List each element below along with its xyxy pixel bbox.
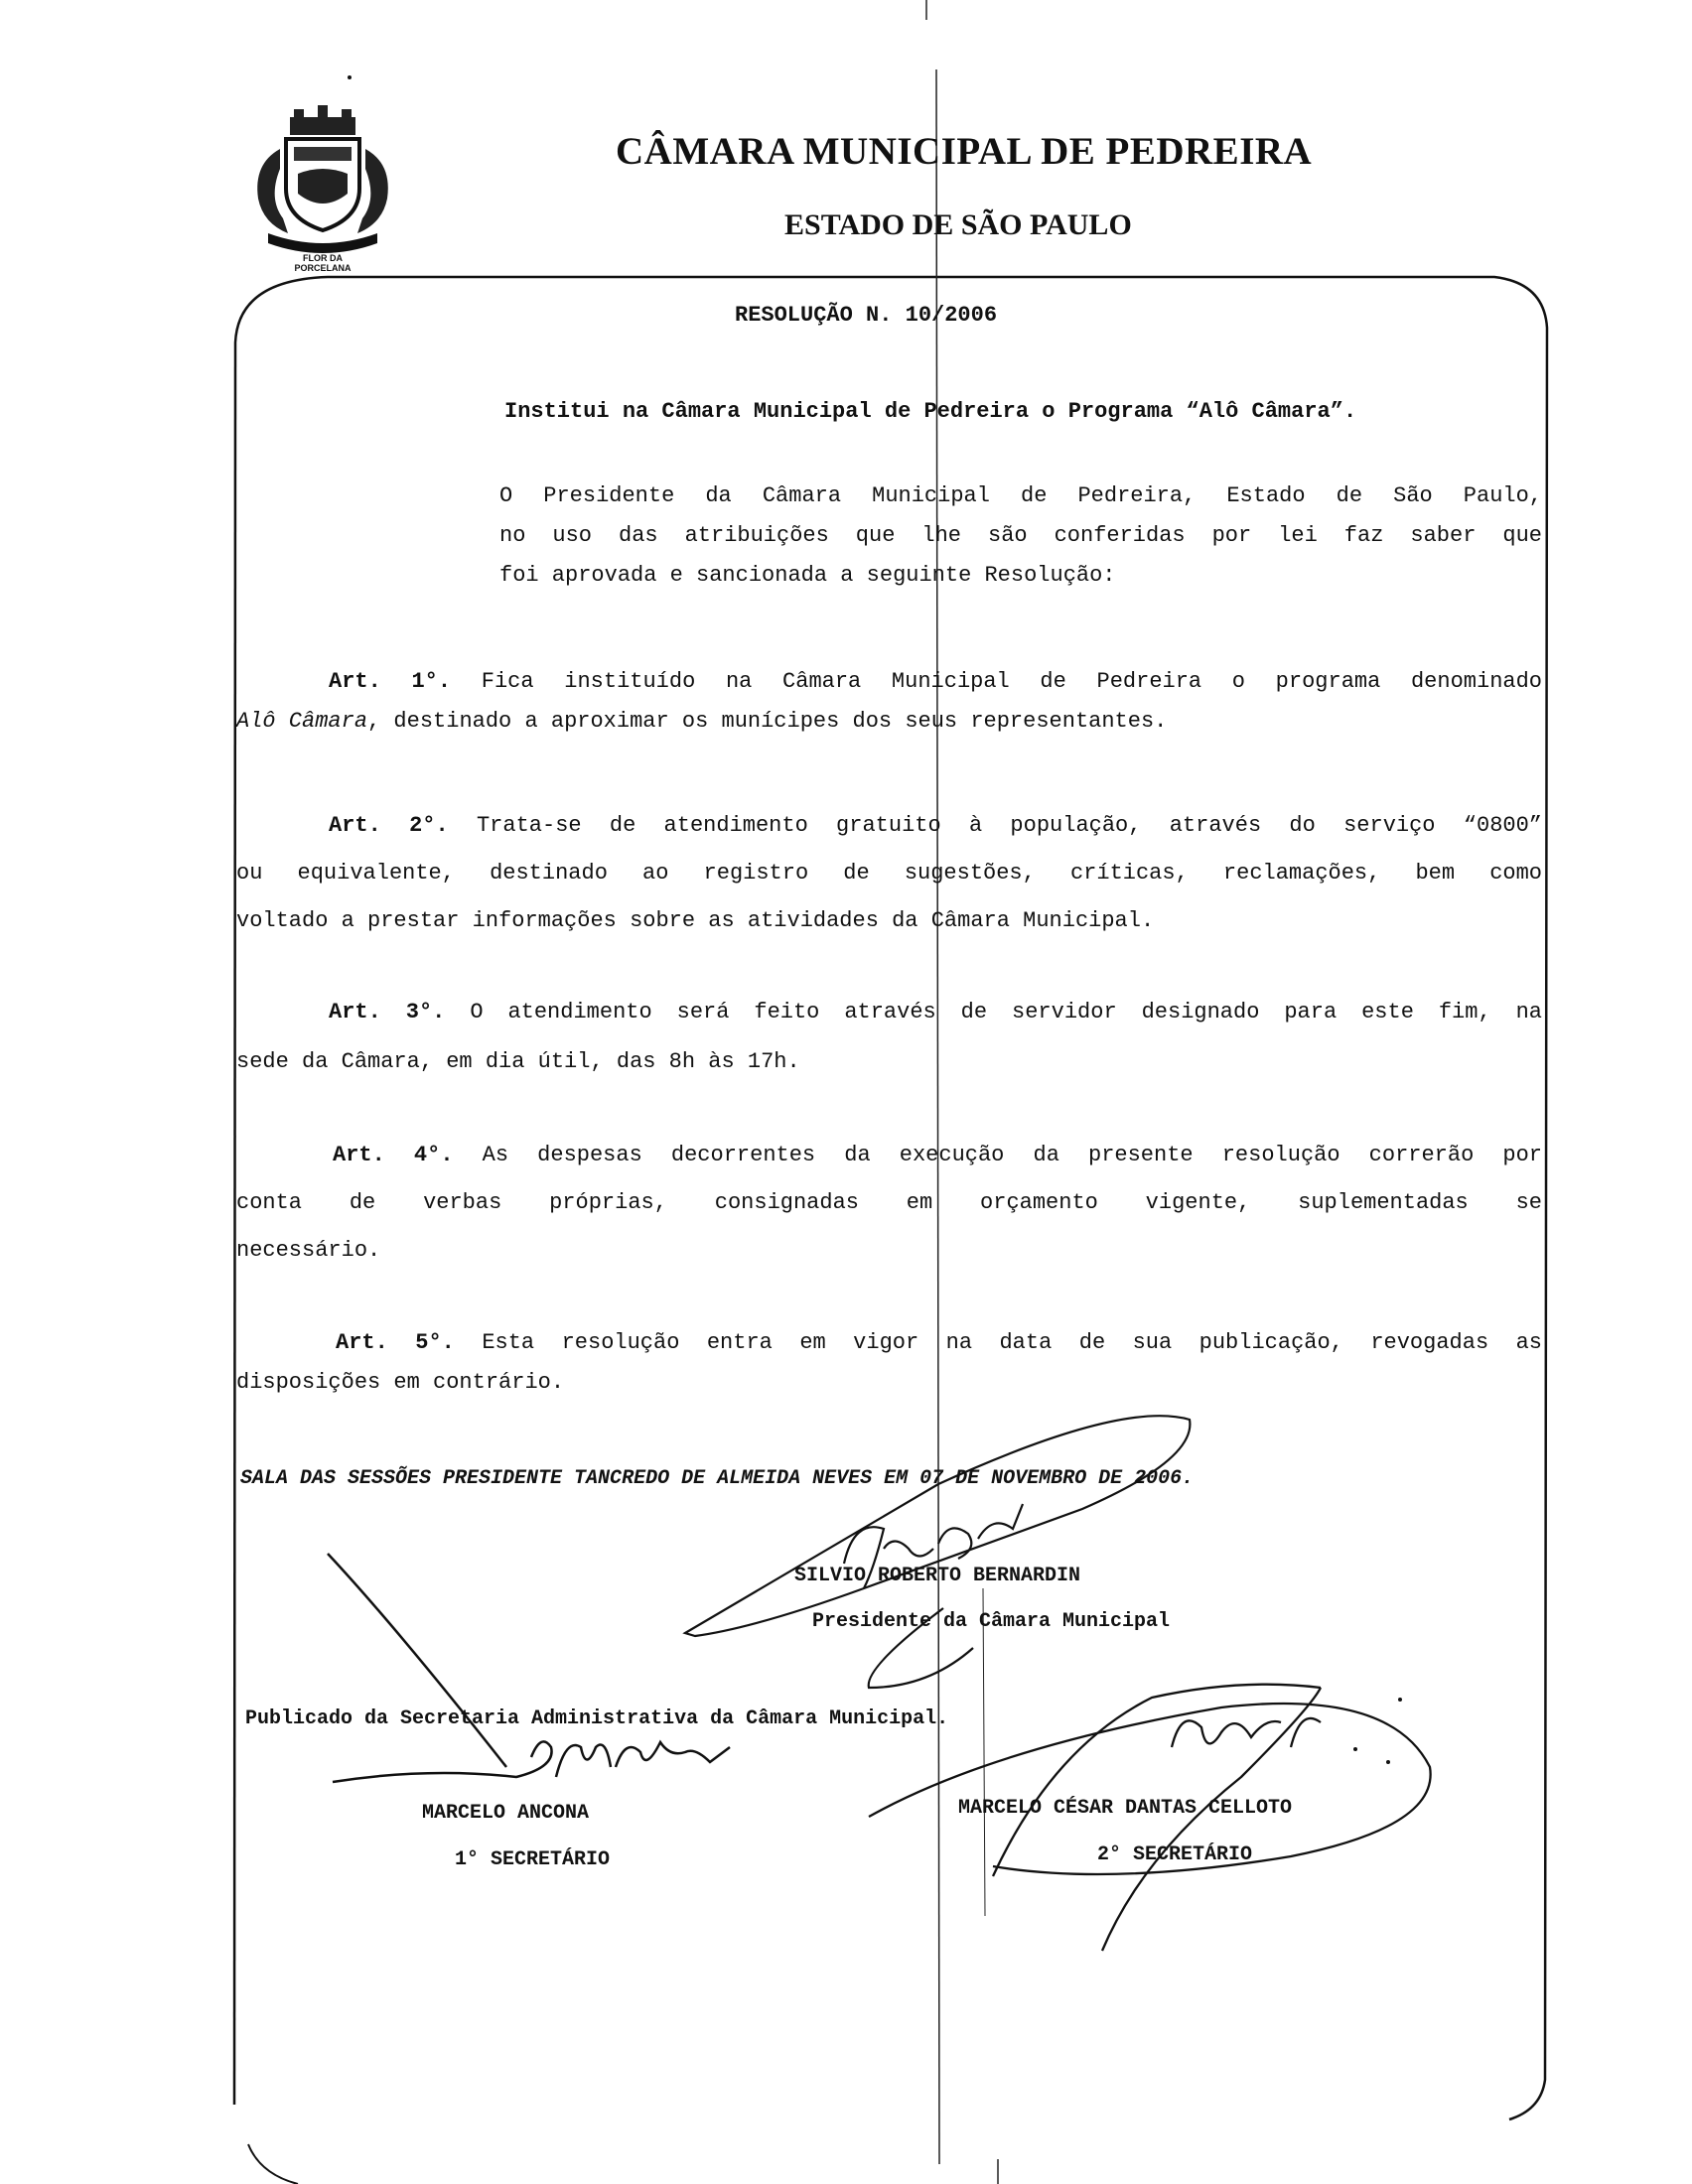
second-secretary-name: MARCELO CÉSAR DANTAS CELLOTO bbox=[958, 1797, 1293, 1820]
article-4-middle-line: conta de verbas próprias, consignadas em orçamento vigente, suplementadas se bbox=[236, 1190, 1542, 1215]
article-1 bbox=[236, 662, 1542, 742]
article-3-first-text: O atendimento será feito através de servidor designado para este fim, na bbox=[470, 1000, 1542, 1024]
article-1-last-text: , destinado a aproximar os munícipes dos seus representantes. bbox=[367, 709, 1168, 734]
article-4 bbox=[236, 1136, 1542, 1271]
preamble bbox=[499, 477, 1542, 596]
program-name: Alô Câmara bbox=[236, 709, 368, 734]
page-subtitle: ESTADO DE SÃO PAULO bbox=[784, 208, 1132, 241]
article-3 bbox=[236, 993, 1542, 1082]
article-2-last-line: voltado a prestar informações sobre as atividades da Câmara Municipal. bbox=[236, 908, 1155, 933]
session-date-line: SALA DAS SESSÕES PRESIDENTE TANCREDO DE ALMEIDA NEVES EM 07 DE NOVEMBRO DE 2006. bbox=[240, 1467, 1195, 1490]
article-2-first-line bbox=[236, 806, 1542, 846]
article-3-last-line: sede da Câmara, em dia útil, das 8h às 17h. bbox=[236, 1049, 800, 1074]
resolution-ementa: Institui na Câmara Municipal de Pedreira o Programa “Alô Câmara”. bbox=[504, 399, 1357, 424]
first-secretary-role: 1° SECRETÁRIO bbox=[455, 1848, 611, 1871]
article-5-label: Art. 5°. bbox=[336, 1330, 455, 1355]
first-secretary-name: MARCELO ANCONA bbox=[422, 1802, 590, 1825]
article-5 bbox=[236, 1323, 1542, 1403]
article-2 bbox=[236, 806, 1542, 941]
article-4-first-text: As despesas decorrentes da execução da presente resolução correrão por bbox=[482, 1143, 1543, 1167]
article-5-last-line: disposições em contrário. bbox=[236, 1370, 565, 1395]
article-2-label: Art. 2°. bbox=[329, 813, 449, 838]
article-3-first-line bbox=[236, 993, 1542, 1032]
publication-note: Publicado da Secretaria Administrativa da Câmara Municipal. bbox=[245, 1707, 949, 1730]
resolution-number: RESOLUÇÃO N. 10/2006 bbox=[735, 303, 998, 328]
crest-caption-line2: PORCELANA bbox=[294, 263, 352, 273]
article-5-first-text: Esta resolução entra em vigor na data de sua publicação, revogadas as bbox=[482, 1330, 1542, 1355]
article-5-first-line bbox=[236, 1323, 1542, 1363]
president-name: SILVIO ROBERTO BERNARDIN bbox=[794, 1565, 1081, 1587]
crest-caption-line1: FLOR DA bbox=[303, 253, 343, 263]
article-1-label: Art. 1°. bbox=[329, 669, 452, 694]
second-secretary-role: 2° SECRETÁRIO bbox=[1097, 1843, 1253, 1866]
municipal-crest-logo bbox=[238, 69, 407, 278]
article-4-first-line bbox=[236, 1136, 1542, 1175]
first-secretary-signature bbox=[328, 1554, 730, 1782]
crest-caption bbox=[283, 253, 362, 273]
article-2-first-text: Trata-se de atendimento gratuito à população, através do serviço “0800” bbox=[476, 813, 1543, 838]
article-4-last-line: necessário. bbox=[236, 1238, 381, 1263]
preamble-line-3: foi aprovada e sancionada a seguinte Resolução: bbox=[499, 563, 1116, 588]
article-1-first-line bbox=[236, 662, 1542, 702]
article-1-last-line bbox=[236, 702, 1542, 742]
president-signature bbox=[685, 1416, 1190, 1688]
article-3-label: Art. 3°. bbox=[329, 1000, 446, 1024]
preamble-line-1: O Presidente da Câmara Municipal de Pedreira, Estado de São Paulo, bbox=[499, 483, 1542, 508]
president-role: Presidente da Câmara Municipal bbox=[812, 1610, 1171, 1633]
article-4-label: Art. 4°. bbox=[333, 1143, 454, 1167]
preamble-line-2: no uso das atribuições que lhe são conferidas por lei faz saber que bbox=[499, 523, 1542, 548]
article-1-first-text: Fica instituído na Câmara Municipal de Pedreira o programa denominado bbox=[481, 669, 1542, 694]
article-2-middle-line: ou equivalente, destinado ao registro de sugestões, críticas, reclamações, bem como bbox=[236, 861, 1542, 886]
page-title: CÂMARA MUNICIPAL DE PEDREIRA bbox=[616, 130, 1313, 173]
